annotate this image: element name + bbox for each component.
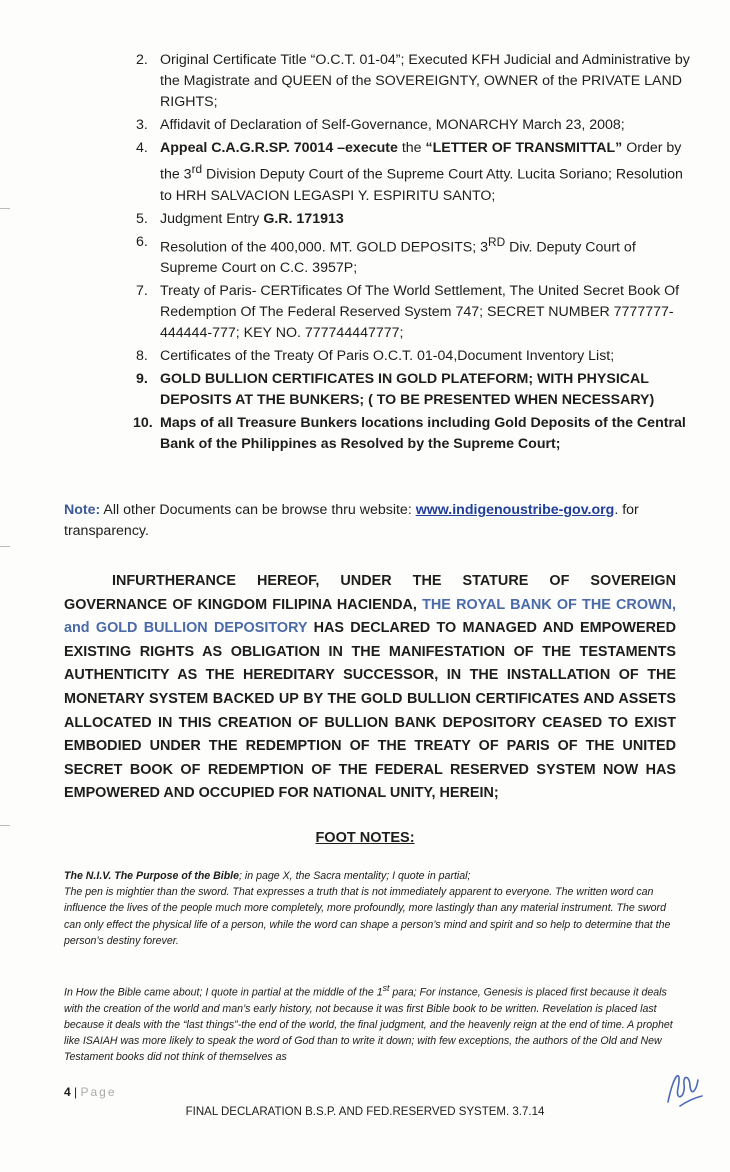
declaration-text-2: HAS DECLARED TO MANAGED AND EMPOWERED EXISTING RIGHTS AS OBLIGATION IN THE MANIFESTATION OF THE TESTAMENTS AUTHENTICITY AS THE HEREDITARY SUCCESSOR, IN THE INSTALLATION OF THE MONETARY SYSTEM BACKED UP BY THE GOLD BULLION CERTIFICATES AND ASSETS ALLOCATED IN THIS CREATION OF BULLION BANK DEPOSITORY CEASED TO EXIST EMBODIED UNDER THE REDEMPTION OF THE TREATY OF PARIS OF THE UNITED SECRET BOOK OF REDEMPTION OF THE FEDERAL RESERVED SYSTEM NOW HAS EMPOWERED AND OCCUPIED FOR NATIONAL UNITY, HEREIN; xyxy=(64,620,677,802)
page-number xyxy=(64,1085,117,1099)
punch-mark xyxy=(0,546,10,547)
list-item-text: Division Deputy Court of the Supreme Court Atty. Lucita Soriano; Resolution to HRH SALVACION LEGASPI Y. ESPIRITU SANTO; xyxy=(160,166,683,204)
note-tail: . for transparency. xyxy=(64,502,639,539)
list-item xyxy=(136,369,696,411)
footnote-2 xyxy=(64,980,676,1066)
list-item-number: 7. xyxy=(136,283,148,300)
footnotes-title: FOOT NOTES: xyxy=(315,830,415,846)
list-item-number: 10. xyxy=(133,415,153,432)
list-item xyxy=(136,115,696,136)
list-item-number: 5. xyxy=(136,210,148,227)
list-item-text: RD xyxy=(488,234,506,249)
footnote-1-body: The pen is mightier than the sword. That expresses a truth that is not immediately apparent to everyone. The written word can influence the lives of the people much more completely, more profoundly, more lastingly than any material instrument. The sword can only effect the physical life of a person, while the word can shape a person’s mind and spirit and so help to determine that the person’s destiny forever. xyxy=(64,886,671,947)
page-number-value: 4 xyxy=(64,1085,71,1099)
footnote-1-lead: The N.I.V. The Purpose of the Bible xyxy=(64,870,240,882)
list-item-text: Appeal C.A.G.R.SP. 70014 –execute xyxy=(160,140,398,156)
page-label: Page xyxy=(80,1085,117,1099)
punch-mark xyxy=(0,208,10,209)
note-label: Note: xyxy=(64,502,101,518)
punch-mark xyxy=(0,825,10,826)
note-text: All other Documents can be browse thru website: xyxy=(100,502,416,518)
list-item-text: Maps of all Treasure Bunkers locations including Gold Deposits of the Central Bank of the Philippines as Resolved by the Supreme Court; xyxy=(160,415,686,453)
list-item-text: G.R. 171913 xyxy=(263,210,344,227)
list-item-number: 9. xyxy=(136,371,148,388)
list-item-text: Div. Deputy Court of Supreme Court on C.C. 3957P; xyxy=(160,239,636,277)
footnote-1-lead-tail: ; in page X, the Sacra mentality; I quote in partial; xyxy=(239,870,471,882)
list-item xyxy=(136,209,696,230)
list-item-text: GOLD BULLION CERTIFICATES IN GOLD PLATEFORM; WITH PHYSICAL DEPOSITS AT THE BUNKERS; ( TO BE PRESENTED WHEN NECESSARY) xyxy=(160,371,655,409)
list-item-text: Judgment Entry xyxy=(160,210,264,227)
list-item-text: Resolution of the 400,000. MT. GOLD DEPOSITS; 3 xyxy=(160,239,489,256)
list-item-text: the xyxy=(397,140,426,156)
list-item xyxy=(136,138,696,207)
list-item-number: 2. xyxy=(136,52,148,68)
list-item-text: Certificates of the Treaty Of Paris O.C.T. 01-04,Document Inventory List; xyxy=(160,348,615,365)
list-item-text: Affidavit of Declaration of Self-Governance, MONARCHY March 23, 2008; xyxy=(160,117,625,133)
list-item-number: 4. xyxy=(136,140,148,156)
list-item-number: 8. xyxy=(136,348,148,365)
document-list xyxy=(133,50,696,457)
list-item-text: Treaty of Paris- CERTificates Of The World Settlement, The United Secret Book Of Redemption Of The Federal Reserved System 747; SECRET NUMBER 7777777-444444-777; KEY NO. 777744447777; xyxy=(160,283,680,342)
footnote-1 xyxy=(64,868,676,949)
list-item-number: 3. xyxy=(136,117,148,133)
footnote-2-sup: st xyxy=(382,983,390,993)
note-paragraph xyxy=(64,500,704,542)
page-footer: FINAL DECLARATION B.S.P. AND FED.RESERVED SYSTEM. 3.7.14 xyxy=(185,1106,545,1118)
declaration-bank-name: THE ROYAL BANK OF THE CROWN, and GOLD BULLION DEPOSITORY xyxy=(64,596,676,637)
declaration-paragraph xyxy=(64,570,676,806)
list-item-text: “LETTER OF TRANSMITTAL” xyxy=(425,140,623,156)
signature-icon xyxy=(660,1062,706,1110)
list-item xyxy=(136,281,696,344)
list-item xyxy=(136,346,696,367)
footnote-2-text-a: In How the Bible came about; I quote in partial at the middle of the 1 xyxy=(64,986,383,999)
website-link[interactable]: www.indigenoustribe-gov.org xyxy=(415,502,615,518)
list-item-text: Original Certificate Title “O.C.T. 01-04”; Executed KFH Judicial and Administrative by the Magistrate and QUEEN of the SOVEREIGNTY, OWNER of the PRIVATE LAND RIGHTS; xyxy=(160,52,690,110)
list-item xyxy=(133,413,696,455)
footnote-2-text-b: para; For instance, Genesis is placed first because it deals with the creation of the world and man’s early history, not because it was first Bible book to be written. Revelation is placed last because it deals with the “last things”-the end of the world, the final judgment, and the heavenly reign at the end of time. A prophet like ISAIAH was more likely to speak the word of God than to write it down; with few exceptions, the authors of the Old and New Testament books did not think of themselves as xyxy=(64,986,673,1064)
list-item xyxy=(136,232,696,280)
declaration-text-1: INFURTHERANCE HEREOF, UNDER THE STATURE OF SOVEREIGN GOVERNANCE OF KINGDOM FILIPINA HACIENDA, xyxy=(64,573,676,613)
page-number-separator: | xyxy=(70,1085,81,1099)
list-item-text: Order by the 3 xyxy=(160,140,682,183)
list-item xyxy=(136,50,696,113)
list-item-number: 6. xyxy=(136,233,148,250)
list-item-text: rd xyxy=(191,162,203,176)
